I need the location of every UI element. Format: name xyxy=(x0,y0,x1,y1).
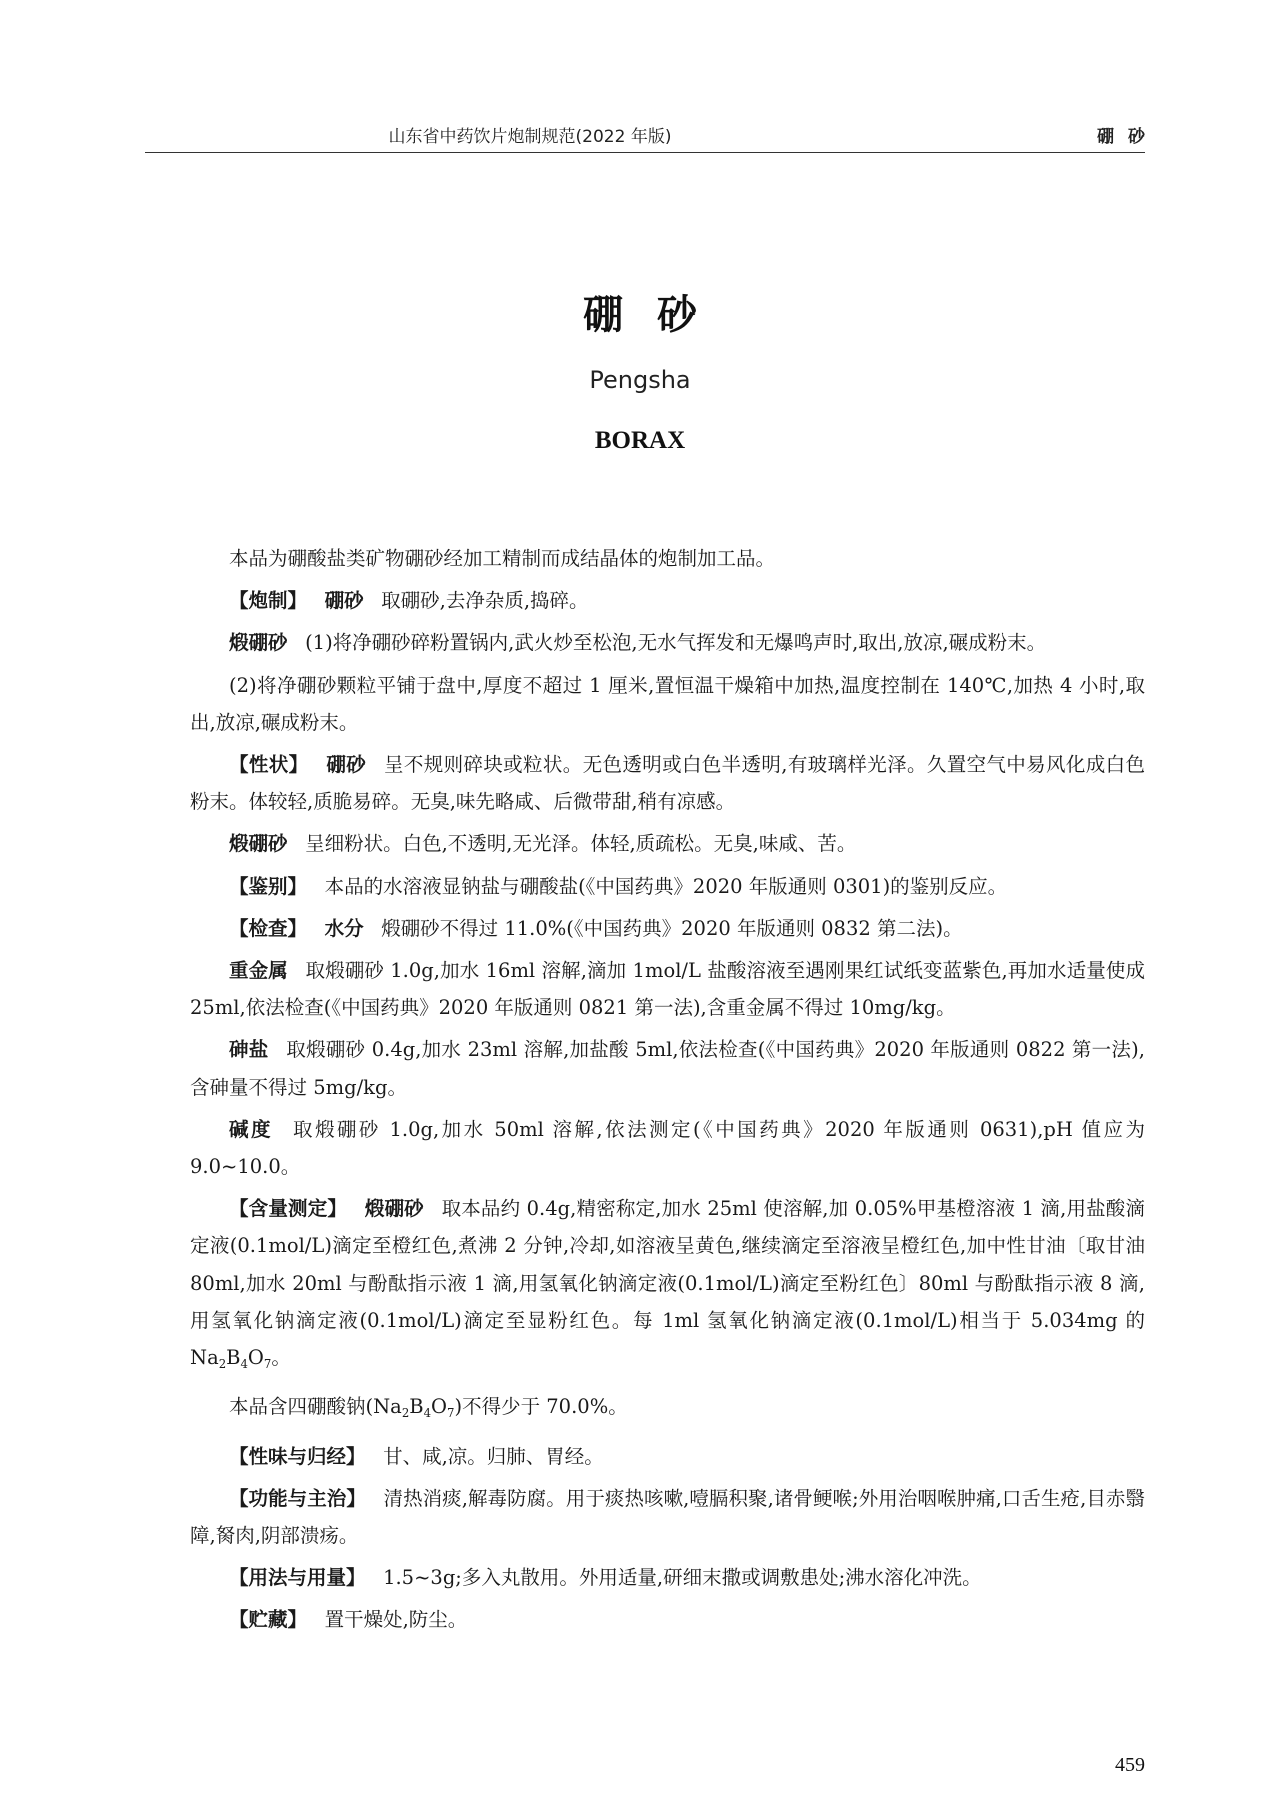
book-title: 山东省中药饮片炮制规范(2022 年版) xyxy=(388,127,672,147)
item-name: 碱度 xyxy=(229,1117,273,1141)
usage-section: 【用法与用量】 1.5~3g;多入丸散用。外用适量,研细末撒或调敷患处;沸水溶化冲洗。 xyxy=(229,1566,982,1590)
functions-section: 【功能与主治】 清热消痰,解毒防腐。用于痰热咳嗽,噎膈积聚,诸骨鲠喉;外用治咽喉肿痛,口舌生疮,目赤翳障,胬肉,阴部溃疡。 xyxy=(190,1486,1145,1548)
header-rule xyxy=(145,152,1145,153)
chemical-formula: $Na_2B_4O_7$ xyxy=(190,1346,272,1372)
inspection-heavy-metals: 重金属 取煅硼砂 1.0g,加水 16ml 溶解,滴加 1mol/L 盐酸溶液至遇刚果红试纸变蓝紫色,再加水适量使成 25ml,依法检查(《中国药典》2020 年版通则 0821 第一法),含重金属不得过 10mg/kg。 xyxy=(190,959,1145,1020)
section-label: 【含量测定】 xyxy=(229,1197,348,1221)
inspection-arsenic: 砷盐 取煅硼砂 0.4g,加水 23ml 溶解,加盐酸 5ml,依法检查(《中国药典》2020 年版通则 0822 第一法),含砷量不得过 5mg/kg。 xyxy=(190,1038,1145,1099)
item-name: 硼砂 xyxy=(326,753,367,777)
monograph-pinyin: Pengsha xyxy=(589,366,691,394)
chemical-formula: $Na_2B_4O_7$ xyxy=(373,1395,455,1421)
processing-section: 【炮制】 硼砂 取硼砂,去净杂质,捣碎。 xyxy=(229,589,589,613)
intro-paragraph: 本品为硼酸盐类矿物硼砂经加工精制而成结晶体的炮制加工品。 xyxy=(229,547,776,570)
item-name: 煅硼砂 xyxy=(229,832,288,856)
item-name: 煅硼砂 xyxy=(229,631,288,655)
item-name: 重金属 xyxy=(229,959,288,983)
assay-section: 【含量测定】 煅硼砂 取本品约 0.4g,精密称定,加水 25ml 使溶解,加 0.05%甲基橙溶液 1 滴,用盐酸滴定液(0.1mol/L)滴定至橙红色,煮沸 2 分钟,冷却,如溶液呈黄色,继续滴定至溶液呈橙红色,加中性甘油〔取甘油 80ml,加水 20ml 与酚酞指示液 1 滴,用氢氧化钠滴定液(0.1mol/L)滴定至粉红色〕80ml 与酚酞指示液 8 滴,用氢氧化钠滴定液(0.1mol/L)滴定至显粉红色。每 1ml 氢氧化钠滴定液(0.1mol/L)相当于 5.034mg 的 $Na_2B_4O_7$。 xyxy=(190,1197,1145,1372)
section-name: 硼砂 xyxy=(1097,127,1159,147)
nature-section: 【性味与归经】 甘、咸,凉。归肺、胃经。 xyxy=(229,1444,604,1468)
section-label: 【炮制】 xyxy=(229,589,308,613)
inspection-alkalinity: 碱度 取煅硼砂 1.0g,加水 50ml 溶解,依法测定(《中国药典》2020 年版通则 0631),pH 值应为 9.0~10.0。 xyxy=(190,1117,1145,1179)
item-name: 煅硼砂 xyxy=(364,1197,424,1221)
identification-section: 【鉴别】 本品的水溶液显钠盐与硼酸盐(《中国药典》2020 年版通则 0301)的鉴别反应。 xyxy=(229,874,1008,898)
section-label: 【功能与主治】 xyxy=(229,1486,366,1510)
inspection-section: 【检查】 水分 煅硼砂不得过 11.0%(《中国药典》2020 年版通则 0832 第二法)。 xyxy=(229,916,963,940)
description-section: 【性状】 硼砂 呈不规则碎块或粒状。无色透明或白色半透明,有玻璃样光泽。久置空气中易风化成白色粉末。体较轻,质脆易碎。无臭,味先略咸、后微带甜,稍有凉感。 xyxy=(190,753,1145,814)
processing-calcined: 煅硼砂 (1)将净硼砂碎粉置锅内,武火炒至松泡,无水气挥发和无爆鸣声时,取出,放凉,碾成粉末。 xyxy=(229,631,1047,655)
section-label: 【用法与用量】 xyxy=(229,1566,366,1590)
section-label: 【检查】 xyxy=(229,916,308,940)
page-number: 459 xyxy=(1115,1754,1145,1776)
assay-content-limit: 本品含四硼酸钠$(Na_2B_4O_7)$不得少于 70.0%。 xyxy=(229,1395,628,1421)
section-label: 【性味与归经】 xyxy=(229,1444,366,1468)
item-name: 水分 xyxy=(324,916,364,940)
monograph-latin-name: BORAX xyxy=(594,427,686,454)
section-label: 【贮藏】 xyxy=(229,1608,308,1632)
section-label: 【鉴别】 xyxy=(229,874,308,898)
item-name: 硼砂 xyxy=(324,589,364,613)
item-name: 砷盐 xyxy=(229,1038,269,1062)
storage-section: 【贮藏】 置干燥处,防尘。 xyxy=(229,1608,468,1632)
processing-method2: (2)将净硼砂颗粒平铺于盘中,厚度不超过 1 厘米,置恒温干燥箱中加热,温度控制在 140℃,加热 4 小时,取出,放凉,碾成粉末。 xyxy=(190,673,1145,734)
description-calcined: 煅硼砂 呈细粉状。白色,不透明,无光泽。体轻,质疏松。无臭,味咸、苦。 xyxy=(229,832,857,856)
section-label: 【性状】 xyxy=(229,753,309,777)
monograph-body xyxy=(190,540,1145,1644)
running-header xyxy=(145,112,1159,152)
monograph-title: 硼砂 xyxy=(583,292,731,338)
